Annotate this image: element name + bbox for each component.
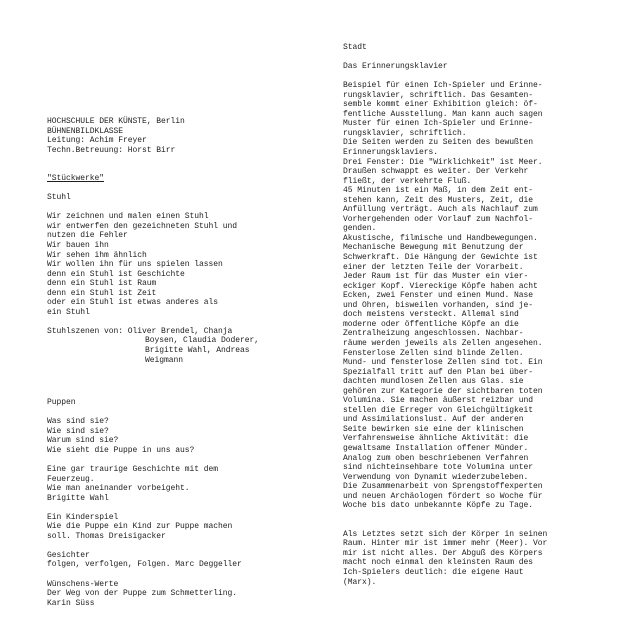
body-line: und Ohren, bisweilen vorhanden, sind je-	[343, 300, 534, 310]
body-line: Anfüllung verträgt. Auch als Nachlauf zum	[343, 205, 538, 215]
header-line: Techn.Betreuung: Horst Birr	[47, 145, 176, 155]
text-line: Ein Kinderspiel	[47, 512, 119, 522]
text-line: Wie die Puppe ein Kind zur Puppe machen	[47, 522, 233, 532]
main-body-text	[343, 81, 615, 511]
body-line: Ecken, zwei Fenster und einen Mund. Nase	[343, 291, 534, 301]
body-line: fentliche Ausstellung. Man kann auch sagen	[343, 109, 543, 119]
body-line: Zentralheizung angeschlossen. Nachbar-	[343, 329, 524, 339]
question-line: Was sind sie?	[47, 417, 109, 427]
text-line: Wie man aneinander vorbeigeht.	[47, 484, 190, 494]
text-line: Wünschens-Werte	[47, 579, 119, 589]
closing-line: (Marx).	[343, 577, 377, 587]
body-line: Akustische, filmische und Handbewegungen.	[343, 233, 538, 243]
body-line: Die Seiten werden zu Seiten des bewußten	[343, 138, 534, 148]
gesichter	[47, 551, 307, 570]
poem-line: oder ein Stuhl ist etwas anderes als	[47, 298, 219, 308]
body-line: räume werden jeweils als Zellen angesehen.	[343, 338, 543, 348]
poem-line: Wir wollen ihn für uns spielen lassen	[47, 260, 223, 270]
closing-line: Als Letztes setzt sich der Körper in seinen	[343, 529, 548, 539]
body-line: Seite bewirken sie eine der klinischen	[343, 424, 524, 434]
body-line: Verfahrensweise ähnliche Aktivität: die	[343, 434, 529, 444]
closing-line: Raum. Hinter mir ist immer mehr (Meer). Vor	[343, 539, 548, 549]
body-line: gehören zur Kategorie der sichtbaren toten	[343, 386, 543, 396]
body-line: einer der letzten Teile der Vorarbeit.	[343, 262, 524, 272]
body-line: Mechanische Bewegung mit Benutzung der	[343, 243, 524, 253]
wuenschens-werte	[47, 580, 307, 609]
body-line: rungsklavier, schriftlich. Das Gesamten-	[343, 90, 534, 100]
stuhl-heading: Stuhl	[47, 193, 71, 203]
closing-line: mir ist nicht alles. Der Abguß des Körpers	[343, 548, 543, 558]
poem-line: denn ein Stuhl ist Zeit	[47, 288, 157, 298]
closing-line: macht noch einmal den kleinsten Raum des	[343, 558, 534, 568]
header-line: HOCHSCHULE DER KÜNSTE, Berlin	[47, 117, 185, 126]
body-line: Drei Fenster: Die "Wirklichkeit" ist Meer.	[343, 157, 543, 167]
header-line: BÜHNENBILDKLASSE	[47, 126, 124, 136]
body-line: fließt, der verkehrte Fluß.	[343, 176, 472, 186]
left-column	[47, 117, 307, 608]
closing-line: Ich-Spielers deutlich: die eigene Haut	[343, 567, 524, 577]
stuhlszenen-credits	[47, 327, 307, 365]
kinderspiel	[47, 513, 307, 542]
body-line: gewaltsame Installation offener Münder.	[343, 443, 529, 453]
body-line: Beispiel für einen Ich-Spieler und Erinne-	[343, 81, 543, 91]
text-line: Der Weg von der Puppe zum Schmetterling.	[47, 589, 238, 599]
stadt-heading: Stadt	[343, 43, 367, 52]
body-line: und Assimilationslust. Auf der anderen	[343, 415, 524, 425]
text-line: Gesichter	[47, 550, 90, 560]
body-line: Woche bis dato unbekannte Köpfe zu Tage.	[343, 501, 534, 511]
poem-line: wir entwerfen den gezeichneten Stuhl und	[47, 221, 238, 231]
body-line: Vorhergehenden oder Vorlauf zum Nachfol-	[343, 214, 534, 224]
poem-line: denn ein Stuhl ist Geschichte	[47, 269, 185, 279]
body-line: semble kommt einer Exhibition gleich: öf-	[343, 100, 538, 110]
question-line: Wie sind sie?	[47, 426, 109, 436]
puppen-questions	[47, 417, 307, 455]
body-line: moderne oder öffentliche Köpfe an die	[343, 319, 519, 329]
body-line: genden.	[343, 224, 377, 234]
right-column	[343, 43, 615, 587]
body-line: Analog zum oben beschriebenen Verfahren	[343, 453, 529, 463]
body-line: Verwendung von Dynamit wiederzubeleben.	[343, 472, 529, 482]
body-line: eckiger Kopf. Viereckige Köpfe haben acht	[343, 281, 538, 291]
body-line: Mund- und fensterlose Zellen sind tot. Ein	[343, 358, 543, 368]
question-line: Wie sieht die Puppe in uns aus?	[47, 445, 195, 455]
traurige-geschichte	[47, 465, 307, 503]
credits-label: Stuhlszenen von:	[47, 326, 124, 336]
poem-line: Wir zeichnen und malen einen Stuhl	[47, 212, 209, 222]
credits-names: Brigitte Wahl, Andreas	[145, 346, 250, 356]
poem-line: ein Stuhl	[47, 307, 90, 317]
body-line: und neuen Archäologen fördert so Woche für	[343, 491, 543, 501]
text-line: Feuerzeug.	[47, 474, 95, 484]
poem-line: nutzen die Fehler	[47, 231, 128, 241]
body-line: dachten mundlosen Zellen aus Glas. sie	[343, 377, 524, 387]
credits-names: Boysen, Claudia Doderer,	[145, 336, 260, 346]
poem-line: denn ein Stuhl ist Raum	[47, 279, 157, 289]
klavier-heading: Das Erinnerungsklavier	[343, 62, 448, 72]
body-line: Draußen schwappt es weiter. Der Verkehr	[343, 167, 529, 177]
text-line: Brigitte Wahl	[47, 493, 109, 503]
puppen-heading: Puppen	[47, 398, 76, 408]
poem-line: Wir sehen ihm ähnlich	[47, 250, 147, 260]
body-line: Volumina. Sie machen äußerst reizbar und	[343, 396, 534, 406]
body-line: Schwerkraft. Die Hängung der Gewichte ist	[343, 253, 538, 263]
body-line: stehen kann, Zeit des Musters, Zeit, die	[343, 195, 534, 205]
body-line: Die Zusammenarbeit von Sprengstoffexperten	[343, 482, 543, 492]
closing-paragraph	[343, 530, 615, 587]
question-line: Warum sind sie?	[47, 436, 119, 446]
credits-names: Oliver Brendel, Chanja	[127, 326, 233, 336]
body-line: stellen die Erreger von Gleichgültigkeit	[343, 405, 534, 415]
stuhl-poem	[47, 212, 307, 317]
body-line: doch meistens versteckt. Allemal sind	[343, 310, 519, 320]
header-line: Leitung: Achim Freyer	[47, 136, 147, 146]
document-title: "Stückwerke"	[47, 174, 105, 184]
body-line: 45 Minuten ist ein Maß, in dem Zeit ent-	[343, 186, 534, 196]
credits-names: Weigmann	[145, 355, 184, 365]
body-line: Fensterlose Zellen sind blinde Zellen.	[343, 348, 524, 358]
text-line: folgen, verfolgen, Folgen. Marc Deggeller	[47, 560, 242, 570]
body-line: Spezialfall tritt auf den Plan bei über-	[343, 367, 534, 377]
text-line: Eine gar traurige Geschichte mit dem	[47, 464, 219, 474]
body-line: rungsklavier, schriftlich.	[343, 128, 467, 138]
body-line: sind nichteinsehbare tote Volumina unter	[343, 463, 534, 473]
text-line: Karin Süss	[47, 598, 95, 608]
body-line: Jeder Raum ist für das Muster ein vier-	[343, 272, 529, 282]
institution-header	[47, 117, 307, 155]
text-line: soll. Thomas Dreisigacker	[47, 531, 166, 541]
body-line: Erinnerungsklaviers.	[343, 148, 439, 158]
body-line: Muster für einen Ich-Spieler und Erinne-	[343, 119, 534, 129]
poem-line: Wir bauen ihn	[47, 241, 109, 251]
